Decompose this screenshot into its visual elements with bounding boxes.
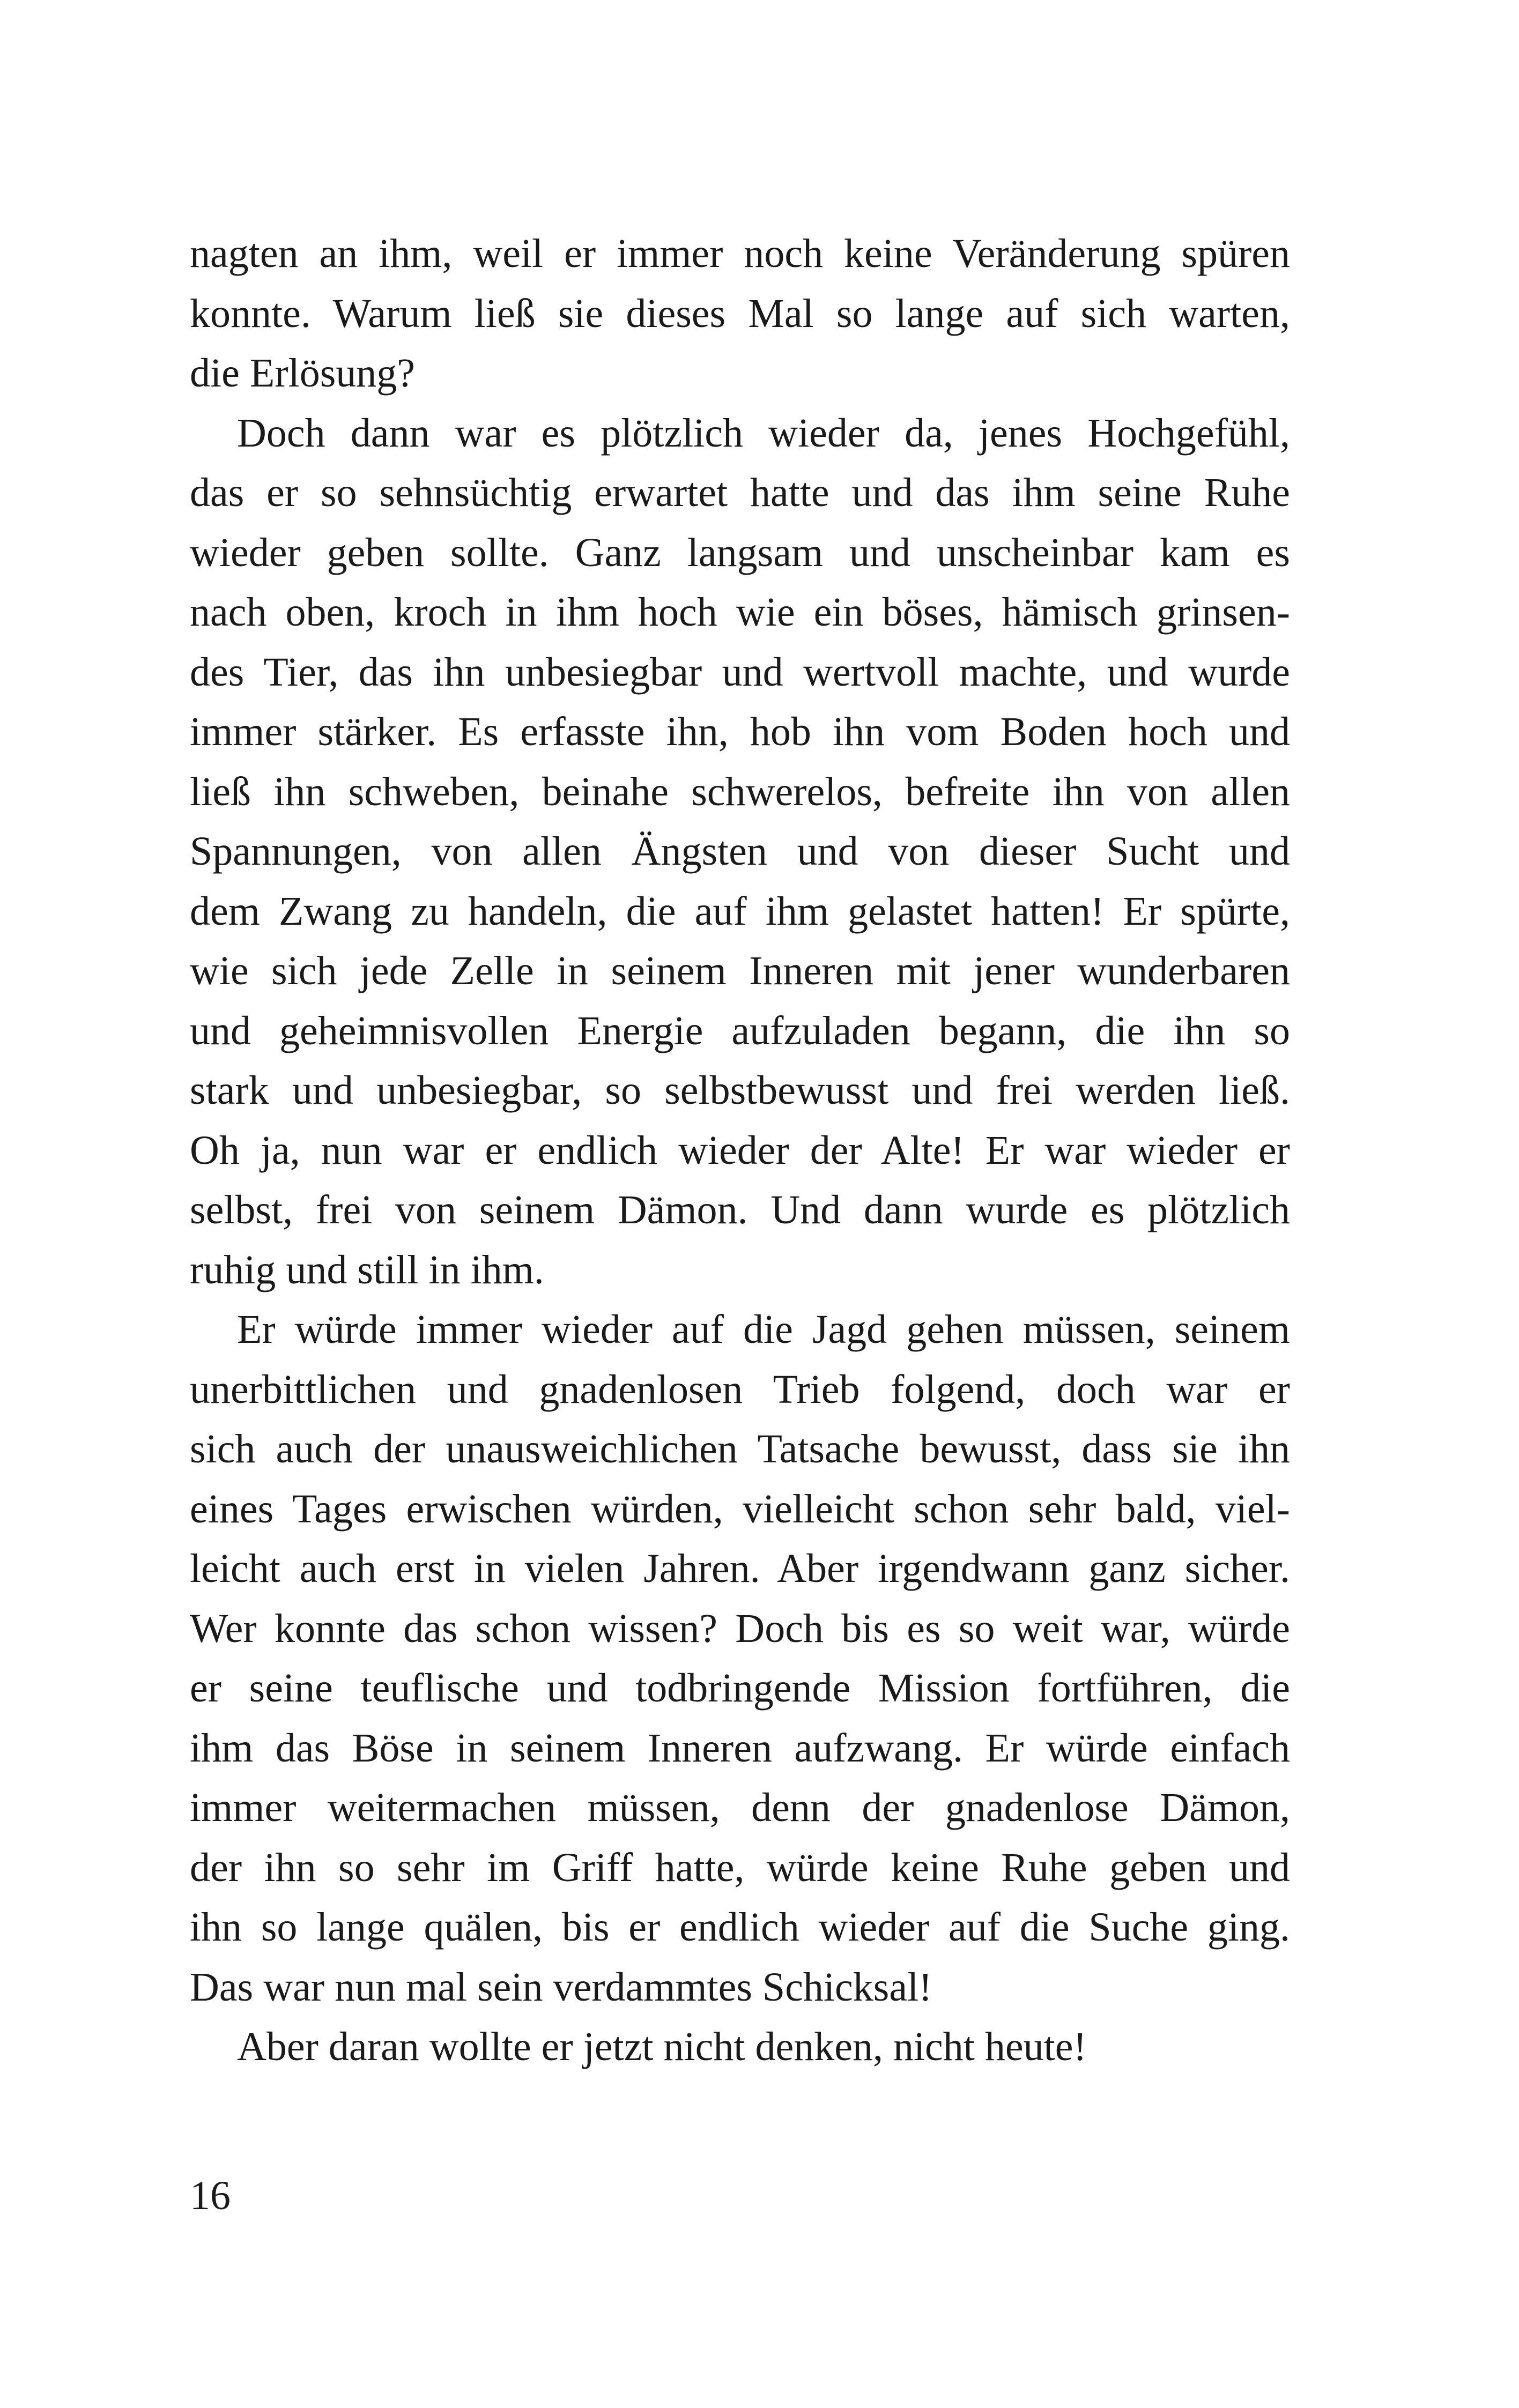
- text-line: dem Zwang zu handeln, die auf ihm gelastet hatten! Er spürte,: [190, 888, 1290, 934]
- text-line: immer stärker. Es erfasste ihn, hob ihn vom Boden hoch und: [190, 709, 1290, 754]
- body-text: [190, 224, 1290, 2077]
- text-line: ruhig und still in ihm.: [190, 1247, 544, 1292]
- text-line: er seine teuflische und todbringende Mission fortführen, die: [190, 1666, 1290, 1711]
- text-line: die Erlösung?: [190, 351, 416, 396]
- text-line: wieder geben sollte. Ganz langsam und unscheinbar kam es: [190, 530, 1290, 575]
- text-line: ihn so lange quälen, bis er endlich wieder auf die Suche ging.: [190, 1905, 1290, 1950]
- text-line: nach oben, kroch in ihm hoch wie ein böses, hämisch grinsen-: [190, 590, 1290, 635]
- text-line: der ihn so sehr im Griff hatte, würde keine Ruhe geben und: [190, 1845, 1290, 1890]
- text-line: immer weitermachen müssen, denn der gnadenlose Dämon,: [190, 1785, 1290, 1830]
- text-line: Spannungen, von allen Ängsten und von dieser Sucht und: [190, 829, 1290, 874]
- page-number: 16: [190, 2173, 231, 2218]
- text-line: Oh ja, nun war er endlich wieder der Alte! Er war wieder er: [190, 1127, 1290, 1173]
- text-line: konnte. Warum ließ sie dieses Mal so lange auf sich warten,: [190, 291, 1290, 336]
- text-line: ließ ihn schweben, beinahe schwerelos, befreite ihn von allen: [190, 769, 1290, 814]
- text-line: leicht auch erst in vielen Jahren. Aber irgendwann ganz sicher.: [190, 1546, 1290, 1591]
- text-line: wie sich jede Zelle in seinem Inneren mit jener wunderbaren: [190, 948, 1290, 993]
- text-line: nagten an ihm, weil er immer noch keine Veränderung spüren: [190, 231, 1290, 276]
- text-line: sich auch der unausweichlichen Tatsache bewusst, dass sie ihn: [190, 1426, 1290, 1471]
- text-line: Doch dann war es plötzlich wieder da, jenes Hochgefühl,: [237, 410, 1290, 456]
- text-line: Wer konnte das schon wissen? Doch bis es so weit war, würde: [190, 1606, 1290, 1651]
- text-line: Er würde immer wieder auf die Jagd gehen müssen, seinem: [237, 1307, 1290, 1352]
- text-line: Aber daran wollte er jetzt nicht denken, nicht heute!: [237, 2024, 1087, 2069]
- text-line: das er so sehnsüchtig erwartet hatte und das ihm seine Ruhe: [190, 470, 1290, 515]
- text-line: stark und unbesiegbar, so selbstbewusst und frei werden ließ.: [190, 1068, 1290, 1113]
- text-line: Das war nun mal sein verdammtes Schicksal!: [190, 1964, 932, 2010]
- text-line: des Tier, das ihn unbesiegbar und wertvoll machte, und wurde: [190, 649, 1290, 695]
- text-line: selbst, frei von seinem Dämon. Und dann wurde es plötzlich: [190, 1187, 1290, 1232]
- text-line: unerbittlichen und gnadenlosen Trieb folgend, doch war er: [190, 1366, 1290, 1412]
- text-line: und geheimnisvollen Energie aufzuladen begann, die ihn so: [190, 1008, 1290, 1053]
- text-line: eines Tages erwischen würden, vielleicht schon sehr bald, viel-: [190, 1486, 1290, 1532]
- text-line: ihm das Böse in seinem Inneren aufzwang. Er würde einfach: [190, 1725, 1290, 1771]
